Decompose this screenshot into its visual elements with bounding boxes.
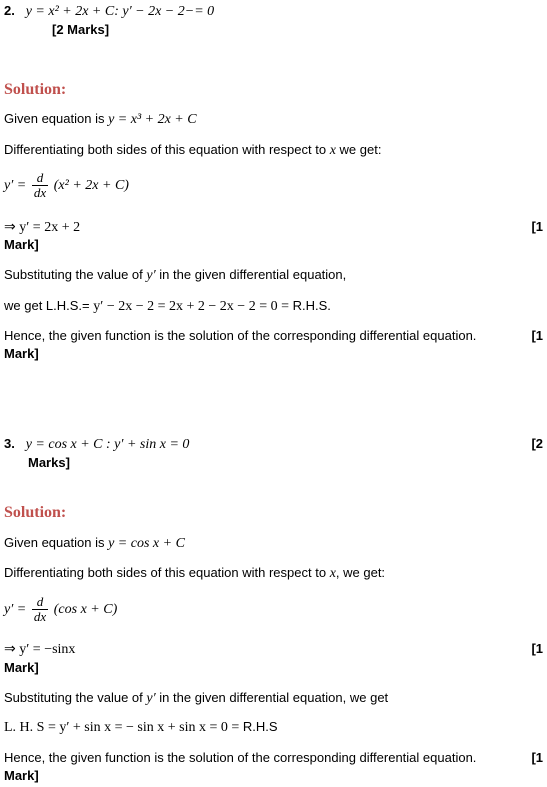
subst-text-tail: in the given differential equation, we get (159, 690, 389, 705)
diff-text: Differentiating both sides of this equation with respect to (4, 565, 327, 580)
hence-line: Hence, the given function is the solution of the corresponding differential equation. (4, 328, 477, 343)
result-line (4, 219, 80, 236)
question-marks-continued: Marks] (28, 455, 70, 470)
given-text: Given equation is (4, 111, 105, 126)
substituting-line (4, 690, 388, 707)
differentiating-line (4, 565, 385, 582)
fraction-denominator: dx (33, 185, 47, 201)
question-number: 3. (4, 436, 15, 451)
diff-variable: x (329, 143, 336, 158)
mark-label-continued: Mark] (4, 660, 39, 675)
lhs-prefix: we get L.H.S.= (4, 298, 90, 313)
question-marks: [2 (531, 436, 543, 451)
lhs-suffix: R.H.S (242, 719, 278, 734)
question-number: 2. (4, 3, 15, 18)
question-marks: [2 Marks] (52, 22, 110, 37)
subst-text: Substituting the value of (4, 690, 143, 705)
lhs-equation: L. H. S = y′ + sin x = − sin x + sin x = 0 = (4, 720, 240, 735)
derivative-lhs: y′ = (4, 602, 27, 617)
fraction-numerator: d (32, 171, 48, 186)
result-equation: ⇒ y′ = 2x + 2 (4, 220, 81, 235)
mark-label: [1 (531, 328, 543, 343)
solution-heading: Solution: (4, 81, 67, 98)
subst-text: Substituting the value of (4, 267, 143, 282)
mark-label: [1 (531, 219, 543, 234)
diff-text: Differentiating both sides of this equation with respect to (4, 142, 327, 157)
question-3 (4, 436, 189, 453)
derivative-rhs: (cos x + C) (53, 602, 118, 617)
given-text: Given equation is (4, 535, 105, 550)
question-equation: y = cos x + C : y′ + sin x = 0 (25, 437, 190, 452)
lhs-line (4, 719, 278, 736)
differentiating-line (4, 142, 381, 159)
mark-label: [1 (531, 750, 543, 765)
question-equation: y = x² + 2x + C: y′ − 2x − 2−= 0 (25, 4, 215, 19)
fraction-denominator: dx (33, 609, 47, 625)
diff-variable: x (329, 566, 336, 581)
derivative-lhs: y′ = (4, 178, 27, 193)
mark-label: [1 (531, 641, 543, 656)
lhs-equation: y′ − 2x − 2 = 2x + 2 − 2x − 2 = 0 = (93, 299, 289, 314)
mark-label-continued: Mark] (4, 237, 39, 252)
fraction-numerator: d (32, 595, 48, 610)
derivative-rhs: (x² + 2x + C) (53, 178, 129, 193)
diff-tail: , we get: (335, 565, 386, 580)
mark-label-continued: Mark] (4, 768, 39, 783)
derivative-fraction (32, 595, 48, 624)
derivative-line (4, 170, 129, 201)
solution-heading: Solution: (4, 504, 67, 521)
lhs-suffix: R.H.S. (292, 298, 331, 313)
derivative-line (4, 594, 117, 625)
given-line (4, 111, 197, 128)
diff-tail: we get: (339, 142, 382, 157)
given-equation: y = x³ + 2x + C (108, 112, 197, 127)
subst-text-tail: in the given differential equation, (159, 267, 347, 282)
subst-variable: y′ (146, 268, 156, 283)
result-equation: ⇒ y′ = −sinx (4, 642, 76, 657)
given-equation: y = cos x + C (108, 536, 185, 551)
result-line (4, 641, 75, 658)
hence-line: Hence, the given function is the solution of the corresponding differential equation. (4, 750, 477, 765)
derivative-fraction (32, 171, 48, 200)
lhs-line (4, 298, 331, 315)
question-2 (4, 3, 214, 20)
given-line (4, 535, 185, 552)
subst-variable: y′ (146, 691, 156, 706)
mark-label-continued: Mark] (4, 346, 39, 361)
substituting-line (4, 267, 346, 284)
